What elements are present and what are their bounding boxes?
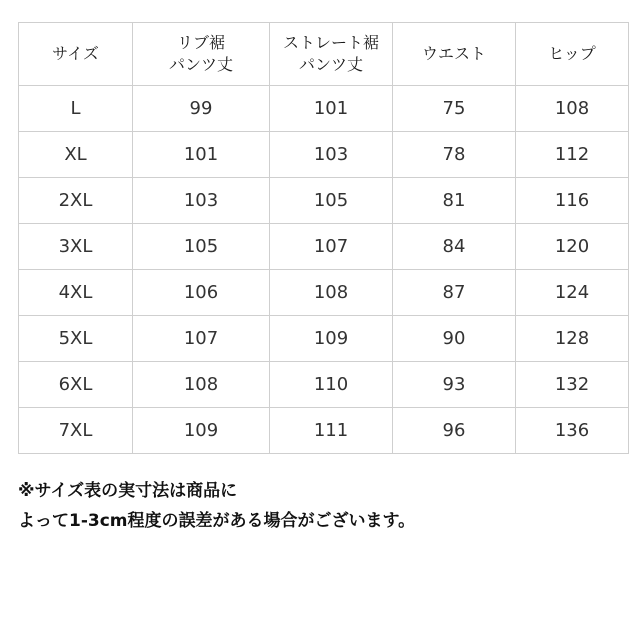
table-row — [19, 224, 629, 270]
cell-rib-length: 108 — [133, 362, 270, 408]
cell-rib-length: 103 — [133, 178, 270, 224]
cell-straight-length: 109 — [270, 316, 393, 362]
header-size: サイズ — [19, 23, 133, 86]
cell-hip: 120 — [516, 224, 629, 270]
cell-rib-length: 107 — [133, 316, 270, 362]
cell-hip: 136 — [516, 408, 629, 454]
cell-waist: 87 — [393, 270, 516, 316]
cell-straight-length: 110 — [270, 362, 393, 408]
table-row — [19, 86, 629, 132]
cell-size: 7XL — [19, 408, 133, 454]
cell-hip: 128 — [516, 316, 629, 362]
cell-size: L — [19, 86, 133, 132]
header-straight-line2: パンツ丈 — [298, 55, 363, 74]
note-line-1: ※サイズ表の実寸法は商品に — [18, 481, 238, 501]
table-row — [19, 270, 629, 316]
cell-straight-length: 107 — [270, 224, 393, 270]
size-disclaimer-note — [18, 476, 415, 536]
cell-waist: 96 — [393, 408, 516, 454]
note-line-2: よって1-3cm程度の誤差がある場合がございます。 — [18, 511, 416, 531]
header-row — [19, 23, 629, 86]
cell-size: 4XL — [19, 270, 133, 316]
table-row — [19, 132, 629, 178]
table-row — [19, 362, 629, 408]
header-straight-hem-pants-length — [270, 23, 393, 86]
cell-size: 3XL — [19, 224, 133, 270]
cell-waist: 78 — [393, 132, 516, 178]
cell-rib-length: 109 — [133, 408, 270, 454]
header-waist: ウエスト — [393, 23, 516, 86]
cell-straight-length: 111 — [270, 408, 393, 454]
cell-waist: 81 — [393, 178, 516, 224]
cell-rib-length: 101 — [133, 132, 270, 178]
cell-waist: 75 — [393, 86, 516, 132]
cell-straight-length: 108 — [270, 270, 393, 316]
table-row — [19, 408, 629, 454]
cell-size: 5XL — [19, 316, 133, 362]
cell-size: XL — [19, 132, 133, 178]
cell-size: 2XL — [19, 178, 133, 224]
header-rib-line1: リブ裾 — [176, 33, 225, 52]
cell-hip: 132 — [516, 362, 629, 408]
cell-waist: 84 — [393, 224, 516, 270]
table-row — [19, 178, 629, 224]
cell-waist: 93 — [393, 362, 516, 408]
cell-hip: 124 — [516, 270, 629, 316]
cell-straight-length: 105 — [270, 178, 393, 224]
cell-rib-length: 106 — [133, 270, 270, 316]
cell-size: 6XL — [19, 362, 133, 408]
header-rib-line2: パンツ丈 — [168, 55, 233, 74]
table-row — [19, 316, 629, 362]
cell-hip: 108 — [516, 86, 629, 132]
cell-straight-length: 101 — [270, 86, 393, 132]
header-hip: ヒップ — [516, 23, 629, 86]
header-rib-hem-pants-length — [133, 23, 270, 86]
cell-waist: 90 — [393, 316, 516, 362]
header-straight-line1: ストレート裾 — [282, 33, 379, 52]
cell-hip: 112 — [516, 132, 629, 178]
cell-straight-length: 103 — [270, 132, 393, 178]
cell-hip: 116 — [516, 178, 629, 224]
size-chart-table — [18, 22, 629, 454]
cell-rib-length: 99 — [133, 86, 270, 132]
cell-rib-length: 105 — [133, 224, 270, 270]
